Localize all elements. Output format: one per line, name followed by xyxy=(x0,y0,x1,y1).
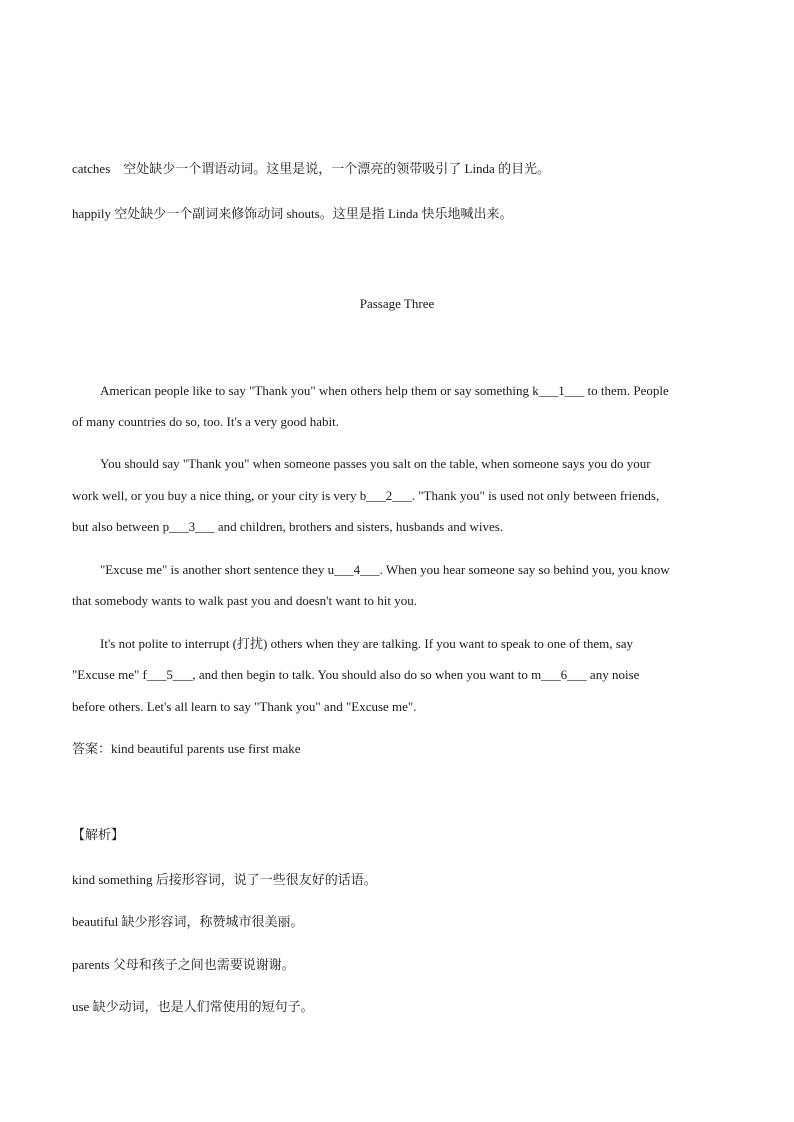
paragraph-1-line-2: of many countries do so, too. It's a very good habit. xyxy=(72,414,339,429)
analysis-heading: 【解析】 xyxy=(72,827,125,842)
answer-line: 答案：kind beautiful parents use first make xyxy=(72,741,301,756)
paragraph-2-line-1: You should say "Thank you" when someone passes you salt on the table, when someone says you do your xyxy=(100,456,651,471)
paragraph-4-line-2: "Excuse me" f___5___, and then begin to talk. You should also do so when you want to m___6___ any noise xyxy=(72,667,640,682)
passage-title: Passage Three xyxy=(359,296,435,311)
note-catches: catches 空处缺少一个谓语动词。这里是说，一个漂亮的领带吸引了 Linda 的目光。 xyxy=(72,161,551,176)
analysis-item-parents: parents 父母和孩子之间也需要说谢谢。 xyxy=(72,957,295,972)
analysis-item-kind: kind something 后接形容词，说了一些很友好的话语。 xyxy=(72,872,377,887)
paragraph-2-line-3: but also between p___3___ and children, brothers and sisters, husbands and wives. xyxy=(72,519,504,534)
analysis-item-beautiful: beautiful 缺少形容词，称赞城市很美丽。 xyxy=(72,914,304,929)
paragraph-3-line-1: "Excuse me" is another short sentence they u___4___. When you hear someone say so behind you, you know xyxy=(100,562,670,577)
paragraph-4-line-3: before others. Let's all learn to say "Thank you" and "Excuse me". xyxy=(72,699,417,714)
paragraph-3-line-2: that somebody wants to walk past you and doesn't want to hit you. xyxy=(72,593,417,608)
analysis-item-use: use 缺少动词，也是人们常使用的短句子。 xyxy=(72,999,314,1014)
paragraph-2-line-2: work well, or you buy a nice thing, or your city is very b___2___. "Thank you" is used not only between friends, xyxy=(72,488,660,503)
paragraph-4-line-1: It's not polite to interrupt (打扰) others when they are talking. If you want to speak to one of them, say xyxy=(100,636,634,651)
paragraph-1-line-1: American people like to say "Thank you" when others help them or say something k___1___ to them. People xyxy=(100,383,669,398)
note-happily: happily 空处缺少一个副词来修饰动词 shouts。这里是指 Linda 快乐地喊出来。 xyxy=(72,206,513,221)
